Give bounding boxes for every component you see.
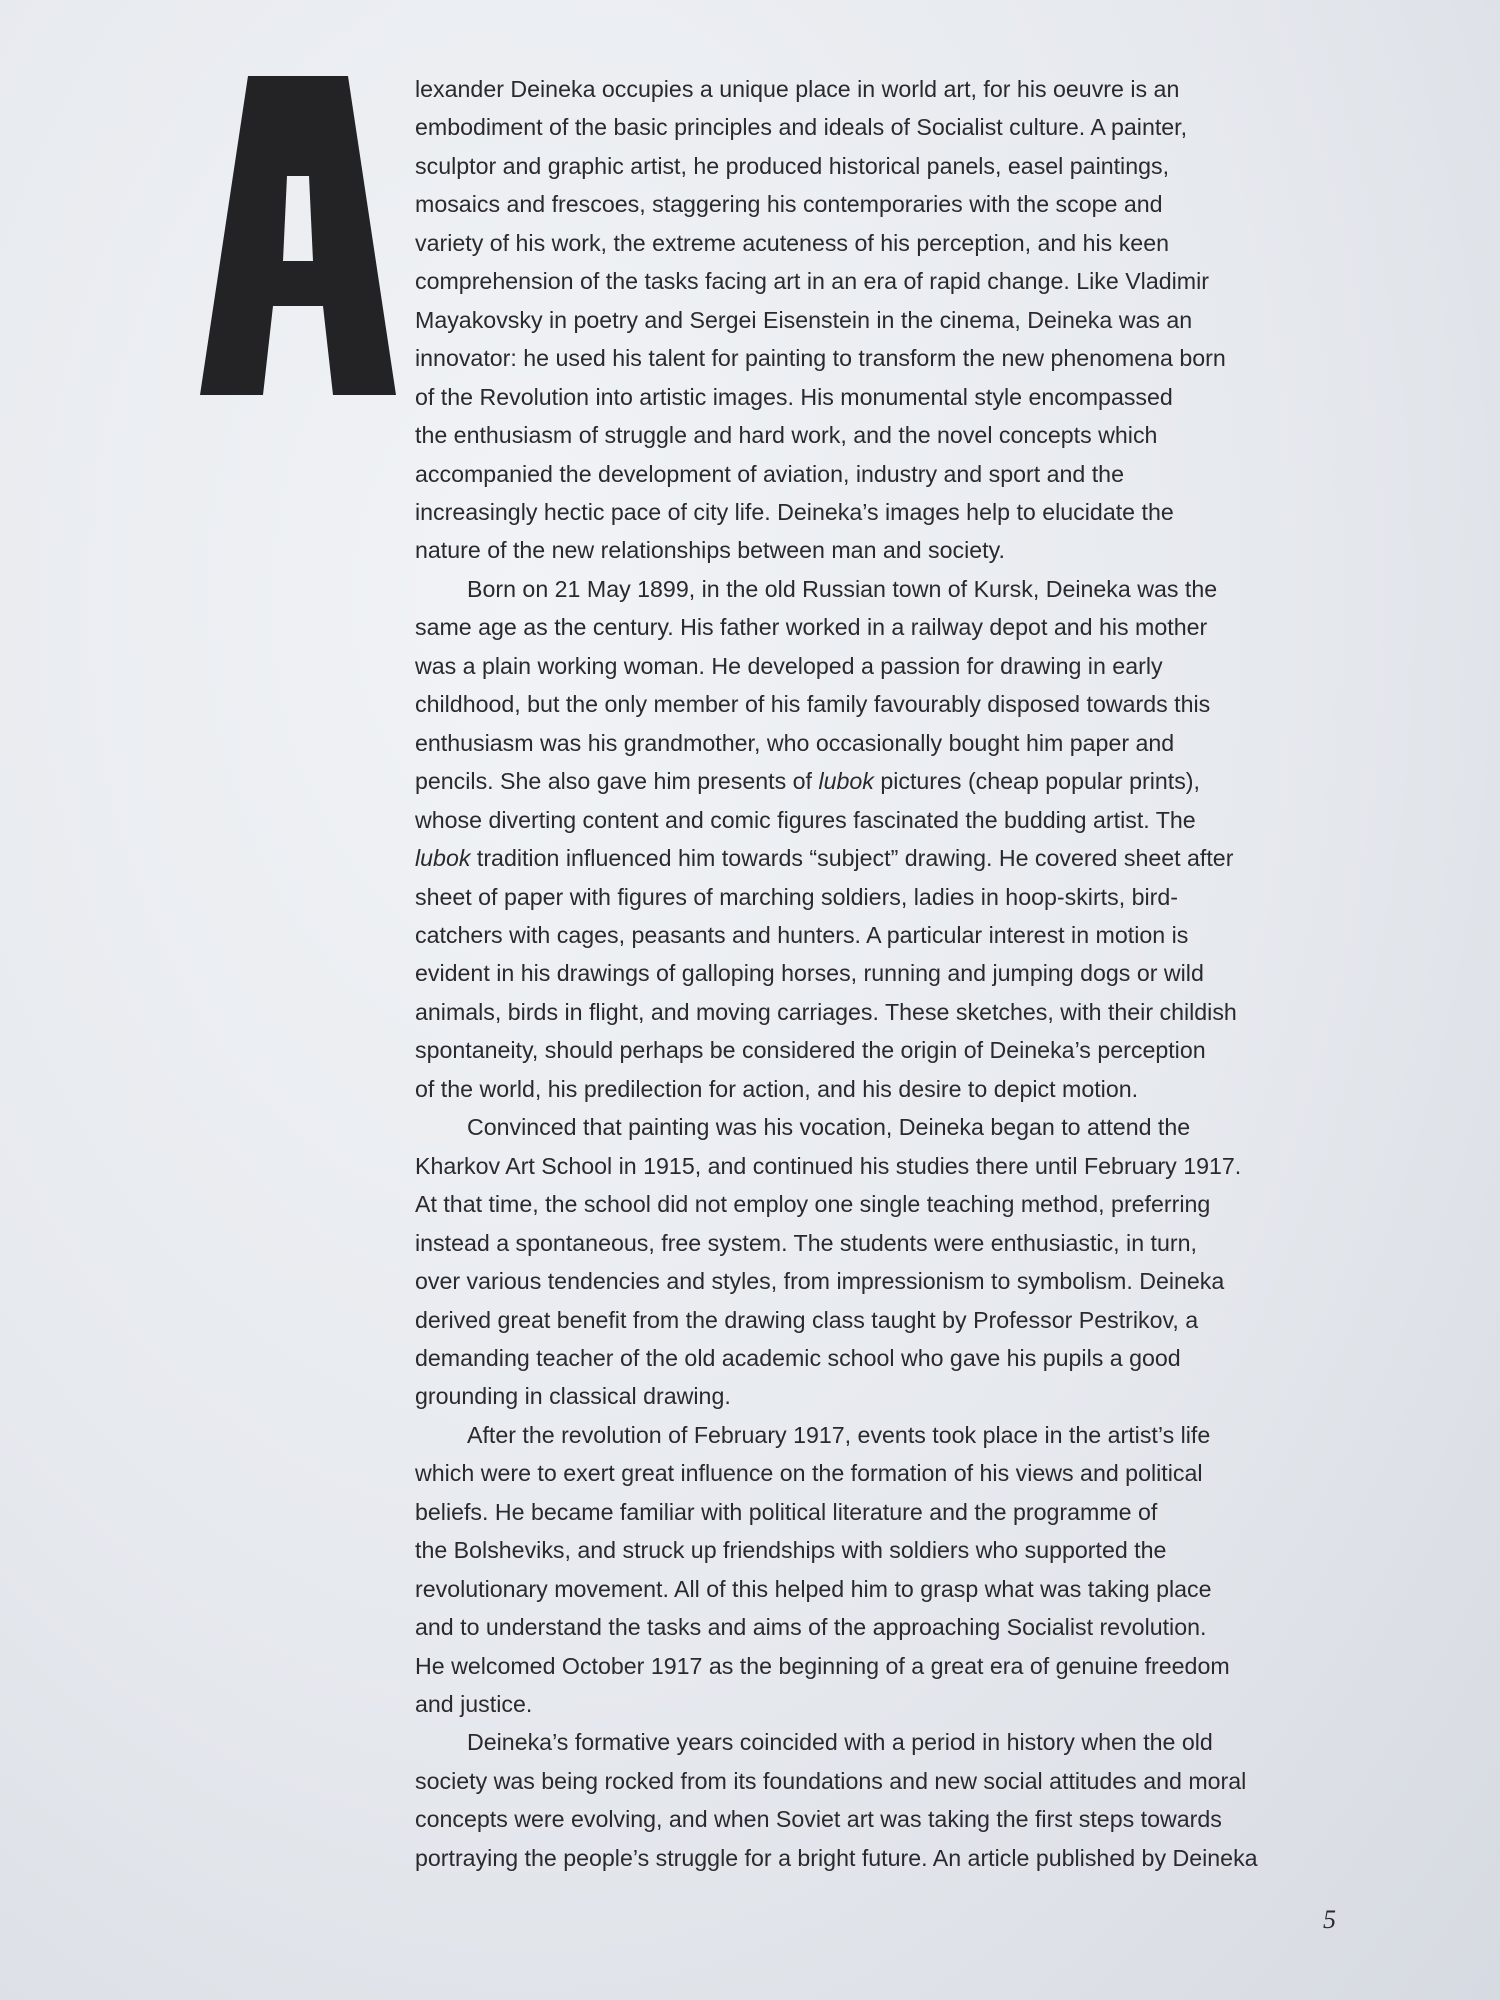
- paragraph-3: [415, 1108, 1350, 1416]
- drop-cap-letter-a: [200, 76, 396, 395]
- text-line: derived great benefit from the drawing class taught by Professor Pestrikov, a: [415, 1306, 1199, 1333]
- text-line: demanding teacher of the old academic school who gave his pupils a good: [415, 1344, 1181, 1371]
- text-line: over various tendencies and styles, from impressionism to symbolism. Deineka: [415, 1268, 1225, 1295]
- text-fragment: pictures (cheap popular prints),: [873, 768, 1200, 795]
- text-line: same age as the century. His father worked in a railway depot and his mother: [415, 614, 1208, 641]
- text-line: animals, birds in flight, and moving carriages. These sketches, with their childish: [415, 998, 1237, 1025]
- text-line: concepts were evolving, and when Soviet art was taking the first steps towards: [415, 1806, 1222, 1833]
- paragraph-4: [415, 1416, 1350, 1724]
- page-number: 5: [1323, 1905, 1336, 1934]
- text-line: grounding in classical drawing.: [415, 1383, 731, 1410]
- text-fragment: tradition influenced him towards “subject” drawing. He covered sheet after: [470, 845, 1234, 872]
- text-line: increasingly hectic pace of city life. Deineka’s images help to elucidate the: [415, 498, 1174, 525]
- text-line: embodiment of the basic principles and ideals of Socialist culture. A painter,: [415, 114, 1188, 141]
- italic-word-lubok: lubok: [415, 845, 471, 872]
- text-line: innovator: he used his talent for painting to transform the new phenomena born: [415, 345, 1226, 372]
- text-line: instead a spontaneous, free system. The students were enthusiastic, in turn,: [415, 1229, 1197, 1256]
- paragraph-5: [415, 1723, 1350, 1877]
- paragraph-1: [415, 70, 1350, 570]
- text-line: childhood, but the only member of his family favourably disposed towards this: [415, 691, 1211, 718]
- text-line: which were to exert great influence on the formation of his views and political: [415, 1460, 1203, 1487]
- article-body: [415, 70, 1350, 1877]
- text-line: Kharkov Art School in 1915, and continued his studies there until February 1917.: [415, 1152, 1242, 1179]
- text-line: was a plain working woman. He developed a passion for drawing in early: [415, 652, 1163, 679]
- text-line: evident in his drawings of galloping horses, running and jumping dogs or wild: [415, 960, 1204, 987]
- text-line: sheet of paper with figures of marching soldiers, ladies in hoop-skirts, bird-: [415, 883, 1178, 910]
- paragraph-2: [415, 570, 1350, 1108]
- text-line: [415, 762, 1350, 800]
- text-line: and to understand the tasks and aims of the approaching Socialist revolution.: [415, 1614, 1207, 1641]
- text-line: beliefs. He became familiar with political literature and the programme of: [415, 1498, 1158, 1525]
- italic-word-lubok: lubok: [818, 768, 874, 795]
- text-line: spontaneity, should perhaps be considered the origin of Deineka’s perception: [415, 1037, 1206, 1064]
- text-line: accompanied the development of aviation, industry and sport and the: [415, 460, 1124, 487]
- text-line: nature of the new relationships between man and society.: [415, 537, 1005, 564]
- text-fragment: pencils. She also gave him presents of: [415, 768, 819, 795]
- text-line: sculptor and graphic artist, he produced historical panels, easel paintings,: [415, 152, 1170, 179]
- text-line: Convinced that painting was his vocation, Deineka began to attend the: [467, 1114, 1191, 1141]
- text-line: Deineka’s formative years coincided with a period in history when the old: [467, 1729, 1213, 1756]
- text-line: the enthusiasm of struggle and hard work, and the novel concepts which: [415, 422, 1158, 449]
- text-line: society was being rocked from its foundations and new social attitudes and moral: [415, 1767, 1247, 1794]
- text-line: [415, 839, 1350, 877]
- text-line: of the Revolution into artistic images. His monumental style encompassed: [415, 383, 1173, 410]
- text-line: variety of his work, the extreme acuteness of his perception, and his keen: [415, 229, 1169, 256]
- text-line: portraying the people’s struggle for a bright future. An article published by Deineka: [415, 1844, 1258, 1871]
- text-line: the Bolsheviks, and struck up friendships with soldiers who supported the: [415, 1537, 1167, 1564]
- text-line: whose diverting content and comic figures fascinated the budding artist. The: [415, 806, 1196, 833]
- text-line: He welcomed October 1917 as the beginning of a great era of genuine freedom: [415, 1652, 1230, 1679]
- text-line: After the revolution of February 1917, events took place in the artist’s life: [467, 1421, 1211, 1448]
- text-line: catchers with cages, peasants and hunters. A particular interest in motion is: [415, 921, 1189, 948]
- text-line: Mayakovsky in poetry and Sergei Eisenstein in the cinema, Deineka was an: [415, 306, 1193, 333]
- text-line: of the world, his predilection for action, and his desire to depict motion.: [415, 1075, 1139, 1102]
- text-line: comprehension of the tasks facing art in an era of rapid change. Like Vladimir: [415, 268, 1209, 295]
- text-line: revolutionary movement. All of this helped him to grasp what was taking place: [415, 1575, 1212, 1602]
- text-line: mosaics and frescoes, staggering his contemporaries with the scope and: [415, 191, 1163, 218]
- drop-cap-glyph: [200, 76, 396, 395]
- text-line: At that time, the school did not employ one single teaching method, preferring: [415, 1191, 1211, 1218]
- text-line: and justice.: [415, 1691, 533, 1718]
- text-line: lexander Deineka occupies a unique place in world art, for his oeuvre is an: [415, 76, 1180, 102]
- text-line: enthusiasm was his grandmother, who occasionally bought him paper and: [415, 729, 1175, 756]
- text-line: Born on 21 May 1899, in the old Russian town of Kursk, Deineka was the: [467, 575, 1218, 602]
